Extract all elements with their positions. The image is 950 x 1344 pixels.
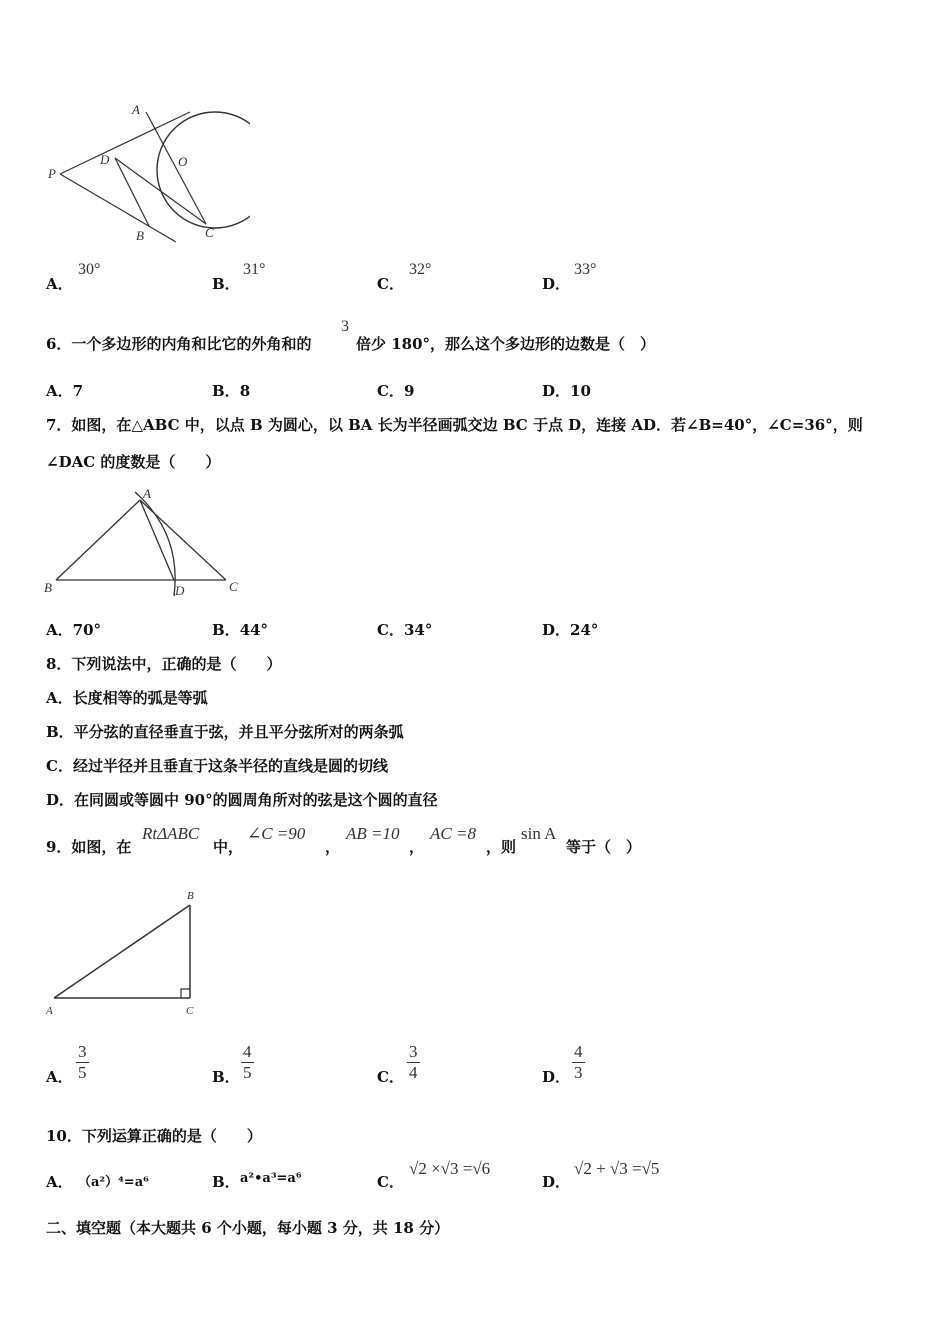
q9-option-b-letter: B． [212, 1068, 240, 1086]
q8-option-a: A．长度相等的弧是等弧 [46, 689, 208, 707]
q9-label-b: B [187, 890, 194, 902]
q6-option-b: B．8 [212, 382, 251, 400]
q7-label-d: D [175, 583, 185, 598]
q6-stem-after: 倍少 180°，那么这个多边形的边数是（ ） [356, 335, 656, 353]
q9-option-b-fraction: $\frac{4}{5}$ [243, 1042, 252, 1082]
q5-option-d-value: 33° [574, 261, 597, 278]
q6-option-a: A．7 [46, 382, 84, 400]
q5-label-o: O [178, 154, 188, 169]
q8-option-c: C．经过半径并且垂直于这条半径的直线是圆的切线 [46, 757, 388, 775]
q5-option-c-value: 32° [409, 261, 432, 278]
q5-option-a: A． [46, 275, 73, 293]
q6-option-c: C．9 [377, 382, 415, 400]
section-2-heading: 二、填空题（本大题共 6 个小题，每小题 3 分，共 18 分） [46, 1219, 450, 1237]
q6-option-d: D．10 [542, 382, 591, 400]
q10-option-b-value: a²•a³=a⁶ [240, 1171, 302, 1186]
q9-stem-5: ，则 [486, 838, 517, 856]
q5-label-a: A [132, 102, 140, 117]
q9-option-a-fraction: $\frac{3}{5}$ [78, 1042, 87, 1082]
q9-option-d-fraction: $\frac{4}{3}$ [574, 1042, 583, 1082]
q10-option-c-value: √2 ×√3 =√6 [409, 1159, 491, 1178]
q9-figure [40, 885, 220, 1020]
q5-figure [40, 100, 250, 250]
q7-figure [40, 482, 250, 602]
q5-label-b: B [136, 228, 144, 243]
q10-option-d-letter: D． [542, 1173, 571, 1191]
q10-option-b-letter: B． [212, 1173, 240, 1191]
q5-option-b-value: 31° [243, 261, 266, 278]
q5-option-a-value: 30° [78, 261, 101, 278]
q9-label-a: A [46, 1005, 53, 1017]
q6-multiplier: 3 [341, 318, 349, 335]
q9-option-c-letter: C． [377, 1068, 404, 1086]
q5-label-d: D [100, 152, 110, 167]
q9-option-c-fraction: $\frac{3}{4}$ [409, 1042, 418, 1082]
q9-math-ab: AB =10 [346, 824, 400, 843]
q7-option-b: B．44° [212, 621, 269, 639]
q5-label-p: P [48, 166, 56, 181]
q7-option-c: C．34° [377, 621, 433, 639]
q9-stem-1: 9．如图，在 [46, 838, 132, 856]
q9-stem-3: ， [325, 838, 341, 856]
q10-option-c-letter: C． [377, 1173, 404, 1191]
q8-option-b: B．平分弦的直径垂直于弦，并且平分弦所对的两条弧 [46, 723, 404, 741]
q7-option-d: D．24° [542, 621, 599, 639]
q9-math-ac: AC =8 [430, 824, 476, 843]
q7-label-a: A [143, 486, 151, 501]
q9-math-angle: ∠C =90 [247, 824, 306, 843]
q6-stem-before: 6．一个多边形的内角和比它的外角和的 [46, 335, 312, 353]
q10-option-d-value: √2 + √3 =√5 [574, 1159, 660, 1178]
q10-option-a-letter: A． [46, 1173, 73, 1191]
q9-stem-4: ， [409, 838, 425, 856]
q5-option-d: D． [542, 275, 571, 293]
q5-option-c: C． [377, 275, 404, 293]
q8-option-d: D．在同圆或等圆中 90°的圆周角所对的弦是这个圆的直径 [46, 791, 438, 809]
q7-stem-line2: ∠DAC 的度数是（ ） [46, 453, 221, 471]
q9-option-d-letter: D． [542, 1068, 571, 1086]
q9-math-triangle: RtΔABC [142, 824, 200, 843]
q9-stem-6: 等于（ ） [566, 838, 642, 856]
q8-stem: 8．下列说法中，正确的是（ ） [46, 655, 282, 673]
q9-label-c: C [186, 1005, 194, 1017]
q5-label-c: C [205, 225, 214, 240]
q5-option-b: B． [212, 275, 240, 293]
q9-math-sin: sin A [521, 824, 557, 843]
q9-option-a-letter: A． [46, 1068, 73, 1086]
q10-stem: 10．下列运算正确的是（ ） [46, 1127, 262, 1145]
q9-stem-2: 中， [213, 838, 244, 856]
q7-option-a: A．70° [46, 621, 102, 639]
q7-label-b: B [44, 580, 52, 595]
q7-stem-line1: 7．如图，在△ABC 中，以点 B 为圆心，以 BA 长为半径画弧交边 BC 于点 D，连接 AD．若∠B=40°，∠C=36°，则 [46, 416, 863, 434]
q10-option-a-value: （a²）⁴=a⁶ [78, 1175, 149, 1190]
q7-label-c: C [229, 579, 238, 594]
